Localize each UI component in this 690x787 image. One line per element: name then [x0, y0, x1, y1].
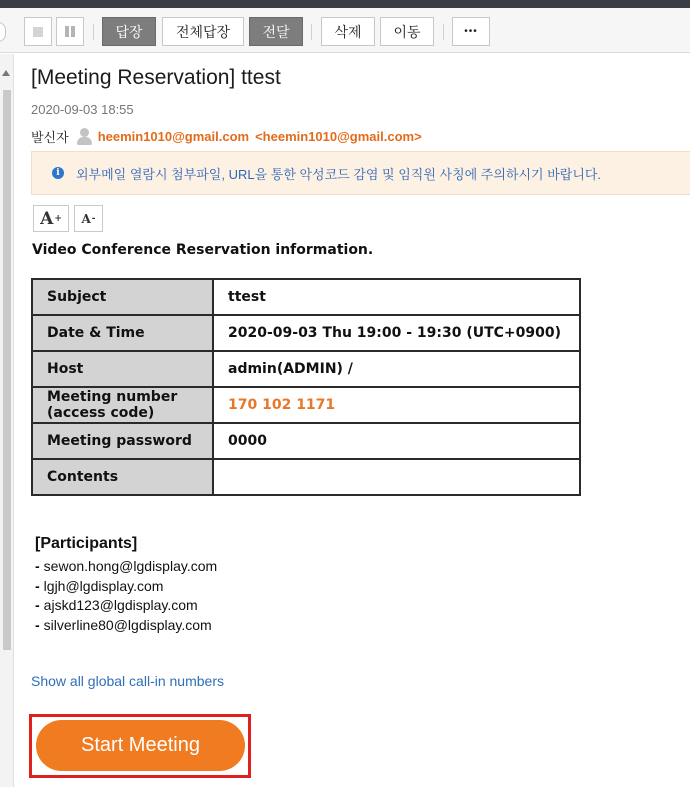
sender-row — [31, 127, 422, 145]
mail-date: 2020-09-03 18:55 — [31, 102, 134, 117]
table-row — [32, 459, 580, 495]
toolbar-divider — [443, 24, 444, 40]
stop-icon — [33, 27, 43, 37]
warning-text: 외부메일 열람시 첨부파일, URL을 통한 악성코드 감염 및 임직원 사칭에 주의하시기 바랍니다. — [76, 166, 602, 182]
row-label: Date & Time — [32, 315, 213, 351]
list-item: - ajskd123@lgdisplay.com — [35, 597, 198, 614]
sender-address[interactable]: <heemin1010@gmail.com> — [255, 128, 422, 144]
table-row — [32, 315, 580, 351]
intro-text: Video Conference Reservation information. — [32, 242, 374, 258]
row-label: Meeting number (access code) — [32, 387, 213, 423]
more-button[interactable] — [452, 17, 490, 46]
meeting-number-value: 170 102 1171 — [213, 387, 580, 423]
top-strip — [0, 0, 690, 8]
row-value: 0000 — [213, 423, 580, 459]
mail-toolbar — [0, 8, 690, 53]
row-value: ttest — [213, 279, 580, 315]
sender-label: 발신자 — [31, 129, 69, 145]
scrollbar-thumb[interactable] — [3, 90, 11, 650]
start-meeting-button[interactable]: Start Meeting — [36, 720, 245, 771]
security-warning-banner — [31, 151, 690, 195]
row-value — [213, 459, 580, 495]
list-item: - silverline80@lgdisplay.com — [35, 617, 212, 634]
info-icon: i — [52, 167, 64, 179]
row-value: admin(ADMIN) / — [213, 351, 580, 387]
toolbar-divider — [311, 24, 312, 40]
list-item: - lgjh@lgdisplay.com — [35, 577, 164, 594]
mail-subject: [Meeting Reservation] ttest — [31, 66, 281, 89]
delete-button[interactable]: 삭제 — [321, 17, 375, 46]
move-button[interactable]: 이동 — [380, 17, 434, 46]
list-item: - sewon.hong@lgdisplay.com — [35, 558, 218, 574]
person-icon — [75, 127, 95, 145]
reply-all-button[interactable]: 전체답장 — [162, 17, 244, 46]
reservation-table — [31, 278, 581, 496]
reply-button[interactable]: 답장 — [102, 17, 156, 46]
row-label: Host — [32, 351, 213, 387]
table-row — [32, 423, 580, 459]
table-row — [32, 279, 580, 315]
more-icon: ••• — [464, 26, 478, 37]
start-meeting-highlight — [29, 714, 251, 778]
callin-numbers-link[interactable]: Show all global call-in numbers — [31, 673, 224, 689]
select-checkbox[interactable] — [0, 22, 6, 42]
participants-title: [Participants] — [35, 535, 138, 552]
participants-section — [35, 535, 217, 636]
font-increase-button[interactable]: A + — [33, 205, 69, 232]
row-label: Meeting password — [32, 423, 213, 459]
font-decrease-button[interactable]: A - — [74, 205, 103, 232]
table-row — [32, 387, 580, 423]
row-label: Contents — [32, 459, 213, 495]
row-value: 2020-09-03 Thu 19:00 - 19:30 (UTC+0900) — [213, 315, 580, 351]
row-label: Subject — [32, 279, 213, 315]
table-row — [32, 351, 580, 387]
pause-button[interactable] — [56, 17, 84, 46]
scrollbar[interactable] — [0, 54, 14, 787]
toolbar-divider — [93, 24, 94, 40]
pause-icon — [65, 26, 75, 37]
scroll-up-icon[interactable] — [2, 70, 10, 76]
forward-button[interactable]: 전달 — [249, 17, 303, 46]
sender-name-link[interactable]: heemin1010@gmail.com — [97, 128, 250, 144]
stop-button[interactable] — [24, 17, 52, 46]
